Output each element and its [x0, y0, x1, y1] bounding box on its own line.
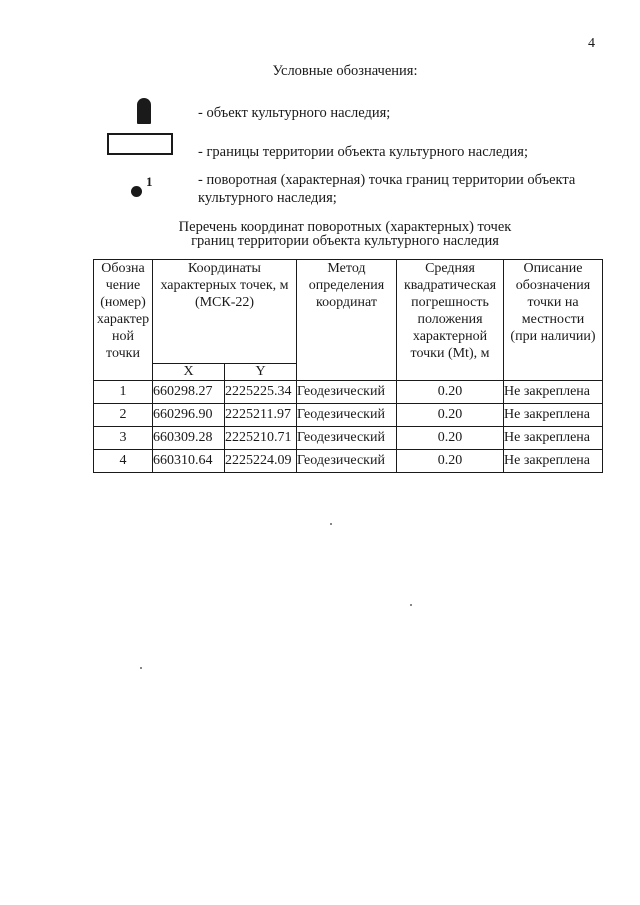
cell-y: 2225210.71: [225, 427, 297, 450]
header-x: X: [153, 364, 225, 381]
header-description: [504, 260, 603, 381]
cell-description: Не закреплена: [504, 427, 603, 450]
header-line: обозначения: [515, 278, 591, 293]
cell-error: 0.20: [397, 381, 504, 404]
header-line: определения: [308, 278, 385, 293]
header-error: [397, 260, 504, 381]
cell-method: Геодезический: [297, 427, 397, 450]
header-line: (номер): [100, 295, 146, 310]
cultural-object-marker-icon: [137, 98, 151, 124]
cell-point-number: 4: [94, 450, 153, 473]
table-row: [94, 427, 603, 450]
header-line: Обозна: [101, 261, 145, 276]
header-line: Координаты: [188, 261, 261, 276]
header-line: (при наличии): [510, 329, 596, 344]
cell-method: Геодезический: [297, 381, 397, 404]
cell-error: 0.20: [397, 404, 504, 427]
header-line: характерной: [412, 329, 488, 344]
cell-method: Геодезический: [297, 404, 397, 427]
header-line: Описание: [523, 261, 583, 276]
table-title-line2: границ территории объекта культурного наследия: [191, 233, 499, 249]
turning-point-label: 1: [146, 174, 153, 189]
cell-x: 660310.64: [153, 450, 225, 473]
header-line: точки: [106, 346, 140, 361]
table-row: [94, 381, 603, 404]
header-line: положения: [417, 312, 483, 327]
cell-point-number: 3: [94, 427, 153, 450]
table-title: [0, 220, 640, 248]
header-line: (МСК-22): [194, 295, 255, 310]
scan-speck: [140, 667, 142, 669]
header-point-number: [94, 260, 153, 381]
table-row: [94, 450, 603, 473]
cell-y: 2225211.97: [225, 404, 297, 427]
legend-item-boundary: - границы территории объекта культурного наследия;: [198, 144, 528, 160]
header-line: Средняя: [425, 261, 475, 276]
header-method: [297, 260, 397, 381]
header-line: характер: [96, 312, 150, 327]
cell-description: Не закреплена: [504, 404, 603, 427]
header-line: ной: [112, 329, 134, 344]
header-line: квадратическая: [403, 278, 497, 293]
header-y: Y: [225, 364, 297, 381]
coordinates-table: [93, 259, 603, 473]
cell-method: Геодезический: [297, 450, 397, 473]
cell-description: Не закреплена: [504, 450, 603, 473]
header-line: чение: [105, 278, 141, 293]
territory-boundary-rect-icon: [107, 133, 173, 155]
cell-y: 2225225.34: [225, 381, 297, 404]
scan-speck: [410, 604, 412, 606]
header-line: характерных точек, м: [160, 278, 289, 293]
legend-item-object: - объект культурного наследия;: [198, 105, 391, 121]
scan-speck: [330, 523, 332, 525]
cell-x: 660309.28: [153, 427, 225, 450]
header-line: Метод: [327, 261, 366, 276]
table-title-line1: Перечень координат поворотных (характерных) точек: [178, 219, 512, 235]
cell-point-number: 1: [94, 381, 153, 404]
legend-title: Условные обозначения:: [272, 63, 418, 79]
cell-x: 660298.27: [153, 381, 225, 404]
cell-y: 2225224.09: [225, 450, 297, 473]
header-coordinates: [153, 260, 297, 364]
header-line: точки (Mt), м: [410, 346, 490, 361]
cell-error: 0.20: [397, 450, 504, 473]
header-line: координат: [316, 295, 377, 310]
page-number: 4: [588, 36, 595, 51]
header-line: местности: [521, 312, 585, 327]
cell-x: 660296.90: [153, 404, 225, 427]
legend-item-turning-point: - поворотная (характерная) точка границ территории объекта культурного наследия;: [198, 172, 576, 206]
header-line: точки на: [527, 295, 579, 310]
table-row: [94, 404, 603, 427]
cell-description: Не закреплена: [504, 381, 603, 404]
cell-error: 0.20: [397, 427, 504, 450]
cell-point-number: 2: [94, 404, 153, 427]
turning-point-dot-icon: [131, 186, 142, 197]
header-line: погрешность: [411, 295, 489, 310]
